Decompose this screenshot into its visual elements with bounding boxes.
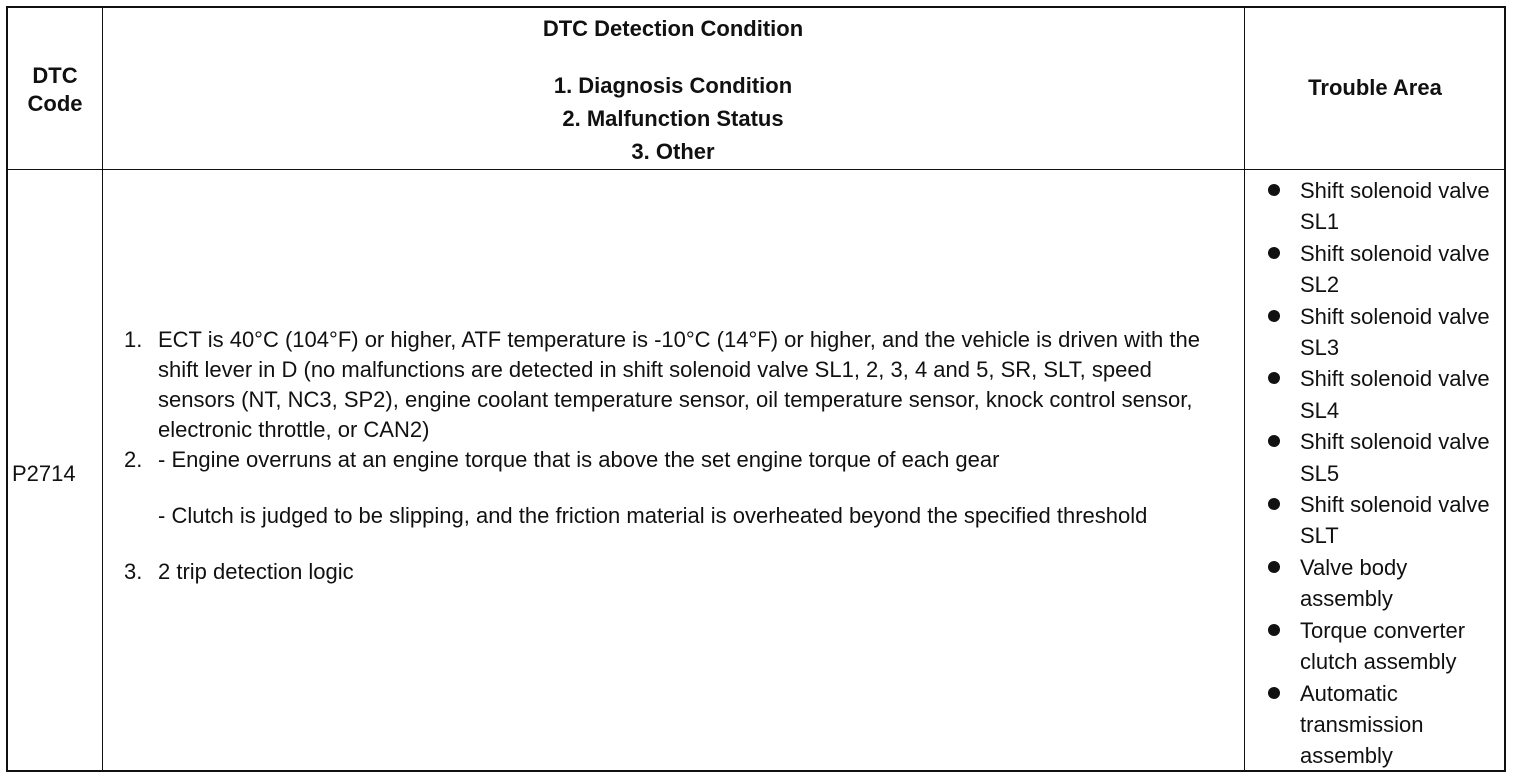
trouble-area-item xyxy=(1266,238,1506,301)
bullet-icon xyxy=(1268,624,1280,636)
trouble-area-item xyxy=(1266,301,1506,364)
trouble-area-item xyxy=(1266,552,1506,615)
trouble-area-item xyxy=(1266,489,1506,552)
bullet-icon xyxy=(1268,310,1280,322)
trouble-area-text: Shift solenoid valve SL5 xyxy=(1300,429,1490,486)
bullet-icon xyxy=(1268,498,1280,510)
trouble-area-text: Shift solenoid valve SLT xyxy=(1300,492,1490,549)
bullet-icon xyxy=(1268,687,1280,699)
condition-number: 2. xyxy=(124,447,143,472)
header-condition-item: 2. Malfunction Status xyxy=(562,106,784,131)
header-dtc-code-line2: Code xyxy=(27,91,83,116)
trouble-area-text: Valve body assembly xyxy=(1300,554,1408,612)
header-condition-title: DTC Detection Condition xyxy=(542,16,804,41)
condition-text: - Engine overruns at an engine torque that is above the set engine torque of each gear xyxy=(158,447,1000,472)
condition-number: 3. xyxy=(124,559,143,584)
header-condition-item: 1. Diagnosis Condition xyxy=(553,73,793,98)
trouble-area-text: Automatic transmission assembly xyxy=(1300,680,1424,769)
condition-text: - Clutch is judged to be slipping, and the friction material is overheated beyond the specified threshold xyxy=(158,503,1148,528)
condition-list xyxy=(124,325,1214,587)
header-detection-condition xyxy=(102,14,1244,168)
trouble-area-text: Shift solenoid valve SL2 xyxy=(1300,240,1490,298)
trouble-area-text: Shift solenoid valve SL3 xyxy=(1300,303,1490,361)
trouble-area-text: Shift solenoid valve SL4 xyxy=(1300,366,1490,423)
header-dtc-code-line1: DTC xyxy=(32,63,78,88)
bullet-icon xyxy=(1268,372,1280,384)
header-condition-item: 3. Other xyxy=(631,139,715,164)
trouble-area-item xyxy=(1266,175,1506,238)
trouble-area-item xyxy=(1266,426,1506,489)
trouble-area-item xyxy=(1266,615,1506,678)
condition-item-2b xyxy=(124,501,1214,531)
trouble-area-cell xyxy=(1244,169,1506,772)
trouble-area-item xyxy=(1266,678,1506,772)
bullet-icon xyxy=(1268,561,1280,573)
condition-text: 2 trip detection logic xyxy=(158,559,354,584)
bullet-icon xyxy=(1268,184,1280,196)
bullet-icon xyxy=(1268,247,1280,259)
trouble-area-item xyxy=(1266,363,1506,426)
condition-item-1 xyxy=(124,325,1214,445)
bullet-icon xyxy=(1268,435,1280,447)
trouble-area-text: Shift solenoid valve SL1 xyxy=(1300,178,1490,235)
condition-text: ECT is 40°C (104°F) or higher, ATF temperature is -10°C (14°F) or higher, and the vehicle is driven with the shift lever in D (no malfunctions are detected in shift solenoid valve SL1, 2, 3, 4 and 5, SR, SLT, speed sensors (NT, NC3, SP2), engine coolant temperature sensor, oil temperature sensor, knock control sensor, electronic throttle, or CAN2) xyxy=(158,327,1200,442)
dtc-code-cell: P2714 xyxy=(12,461,76,486)
condition-number: 1. xyxy=(124,327,143,352)
trouble-area-text: Torque converter clutch assembly xyxy=(1300,617,1466,675)
condition-item-3 xyxy=(124,557,1214,587)
condition-item-2 xyxy=(124,445,1214,475)
trouble-area-list xyxy=(1266,175,1506,772)
dtc-table xyxy=(6,6,1506,772)
header-dtc-code xyxy=(8,62,102,118)
header-trouble-area: Trouble Area xyxy=(1308,75,1442,100)
condition-cell xyxy=(102,169,1244,772)
